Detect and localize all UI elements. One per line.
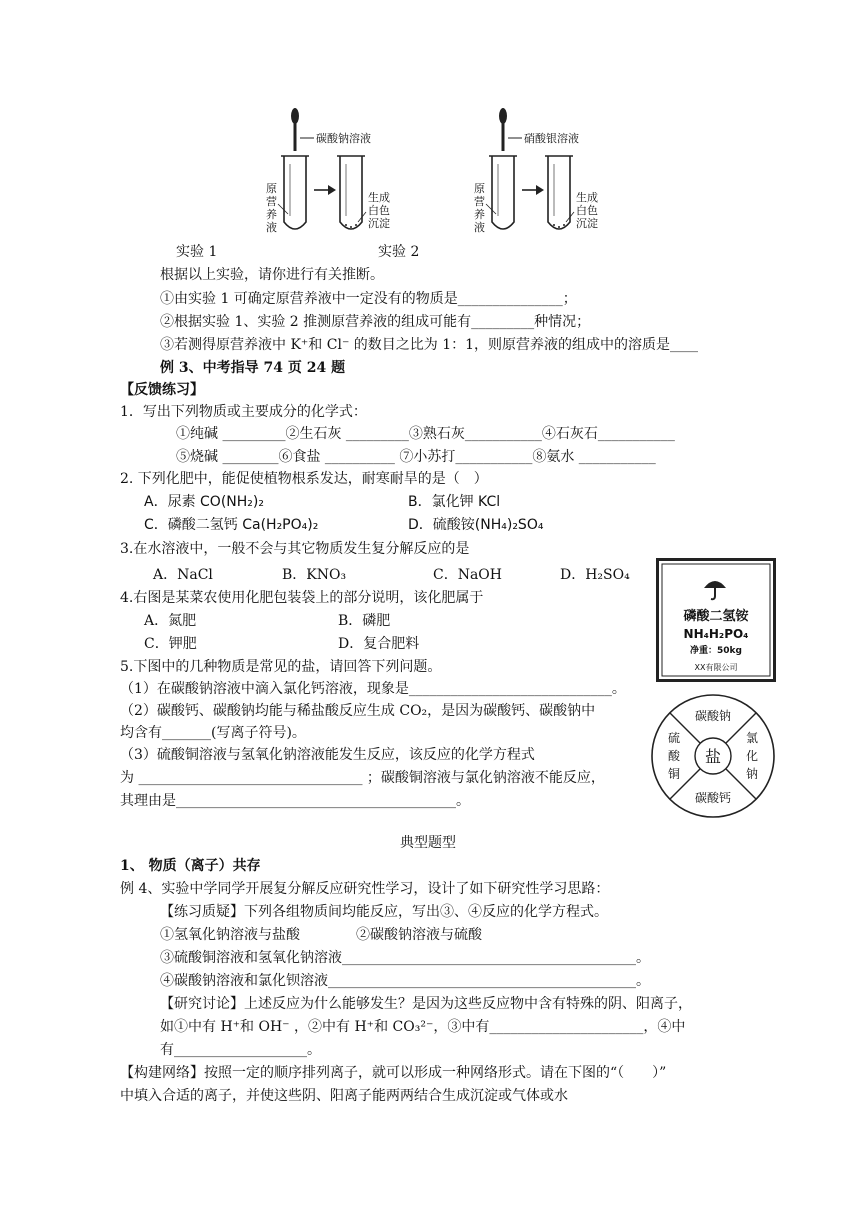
exp2-left-label-3: 养 (474, 208, 485, 221)
exp1-reagent-label: 碳酸钠溶液 (316, 132, 371, 145)
exp1-left-label-1: 原 (266, 182, 277, 195)
bag-weight: 净重：50kg (690, 646, 742, 656)
problem-1: 1．写出下列物质或主要成分的化学式： (120, 404, 367, 420)
wheel-top: 碳酸钠 (694, 709, 732, 723)
intro-line: 根据以上实验，请你进行有关推断。 (160, 267, 384, 283)
wheel-right-2: 化 (745, 749, 759, 763)
problem-2-option-c: C．磷酸二氢钙 Ca(H₂PO₄)₂ (144, 517, 319, 533)
fertilizer-bag-label (656, 558, 776, 682)
exp1-right-label-2: 白色 (368, 204, 390, 217)
network-line-1: 【构建网络】按照一定的顺序排列离子，就可以形成一种网络形式。请在下图的“（ ）” (120, 1065, 667, 1081)
question-3: ③若测得原营养液中 K⁺和 Cl⁻ 的数目之比为 1：1，则原营养液的组成中的溶质是____ (160, 337, 699, 353)
exp2-right-label-3: 沉淀 (576, 217, 598, 230)
problem-5-part-2b: 均含有_______(写离子符号)。 (120, 725, 306, 741)
problem-5-part-3c: 其理由是________________________________________。 (120, 793, 470, 809)
problem-2: 2. 下列化肥中，能促使植物根系发达，耐寒耐旱的是（ ） (120, 471, 488, 487)
exp1-right-label-3: 沉淀 (368, 217, 390, 230)
reaction-4: ④碳酸钠溶液和氯化钡溶液____________________________________________。 (160, 973, 650, 989)
problem-1-row-2: ⑤烧碱 ________⑥食盐 __________ ⑦小苏打___________⑧氨水 ___________ (176, 449, 656, 465)
discussion-line-3: 有___________________。 (160, 1042, 321, 1058)
feedback-heading: 【反馈练习】 (120, 382, 204, 398)
wheel-right-3: 钠 (745, 767, 759, 781)
network-line-2: 中填入合适的离子，并使这些阴、阳离子能两两结合生成沉淀或气体或水 (120, 1088, 568, 1104)
exp2-right-label-2: 白色 (576, 204, 598, 217)
problem-2-option-d: D．硫酸铵(NH₄)₂SO₄ (408, 517, 544, 533)
salt-wheel-diagram (648, 692, 778, 820)
exp1-right-label-1: 生成 (368, 191, 390, 204)
wheel-left-2: 酸 (667, 749, 681, 763)
bag-company: XX有限公司 (694, 663, 738, 672)
question-2: ②根据实验 1、实验 2 推测原营养液的组成可能有_________种情况； (160, 314, 591, 330)
bag-formula: NH₄H₂PO₄ (683, 627, 749, 641)
wheel-bottom: 碳酸钙 (694, 791, 732, 805)
problem-4-option-d: D．复合肥料 (338, 636, 420, 652)
problem-3-option-b: B．KNO₃ (282, 567, 347, 583)
problem-5-part-1: （1）在碳酸钠溶液中滴入氯化钙溶液，现象是_____________________________。 (120, 681, 626, 697)
exp1-left-label-3: 养 (266, 208, 277, 221)
wheel-center: 盐 (704, 747, 722, 766)
experiment-1-apparatus (266, 108, 390, 234)
problem-1-row-1: ①纯碱 _________②生石灰 _________③熟石灰___________④石灰石___________ (176, 426, 675, 442)
wheel-left-3: 铜 (667, 767, 681, 781)
exp2-right-label-1: 生成 (576, 191, 598, 204)
discussion-line-1: 【研究讨论】上述反应为什么能够发生？是因为这些反应物中含有特殊的阴、阳离子， (160, 996, 692, 1012)
exp1-left-label-2: 营 (266, 195, 277, 208)
problem-5-part-3b: 为 ________________________________ ；碳酸铜溶液与氯化钠溶液不能反应， (120, 770, 605, 786)
problem-3-option-c: C．NaOH (433, 567, 502, 583)
exp2-caption: 实验 2 (378, 244, 420, 260)
problem-3: 3.在水溶液中，一般不会与其它物质发生复分解反应的是 (120, 541, 470, 557)
question-1: ①由实验 1 可确定原营养液中一定没有的物质是_______________； (160, 291, 577, 307)
problem-4-option-c: C．钾肥 (144, 636, 197, 652)
bag-name: 磷酸二氢铵 (683, 609, 749, 624)
exp2-reagent-label: 硝酸银溶液 (524, 132, 579, 145)
experiment-figure (266, 104, 620, 244)
problem-5-part-2a: （2）碳酸钙、碳酸钠均能与稀盐酸反应生成 CO₂，是因为碳酸钙、碳酸钠中 (120, 703, 596, 719)
problem-3-option-a: A．NaCl (153, 567, 213, 583)
wheel-left-1: 硫 (667, 731, 681, 745)
problem-5: 5.下图中的几种物质是常见的盐，请回答下列问题。 (120, 659, 442, 675)
practice-line: 【练习质疑】下列各组物质间均能反应，写出③、④反应的化学方程式。 (160, 904, 608, 920)
reactions-1-2: ①氢氧化钠溶液与盐酸 ②碳酸钠溶液与硫酸 (160, 927, 482, 943)
example-4: 例 4、实验中学同学开展复分解反应研究性学习，设计了如下研究性学习思路： (120, 881, 610, 897)
exp2-left-label-2: 营 (474, 195, 485, 208)
experiment-2-apparatus (474, 108, 598, 234)
problem-4-option-a: A．氮肥 (144, 613, 197, 629)
exp1-left-label-4: 液 (266, 221, 277, 234)
exp2-left-label-4: 液 (474, 221, 485, 234)
section-title: 典型题型 (400, 835, 456, 851)
problem-2-option-b: B．氯化钾 KCl (408, 494, 501, 510)
problem-5-part-3a: （3）硫酸铜溶液与氢氧化钠溶液能发生反应，该反应的化学方程式 (120, 747, 535, 763)
problem-4: 4.右图是某菜农使用化肥包装袋上的部分说明，该化肥属于 (120, 590, 484, 606)
example-3: 例 3、中考指导 74 页 24 题 (160, 360, 346, 376)
wheel-right-1: 氯 (745, 731, 759, 745)
exp2-left-label-1: 原 (474, 182, 485, 195)
problem-2-option-a: A．尿素 CO(NH₂)₂ (144, 494, 264, 510)
problem-4-option-b: B．磷肥 (338, 613, 391, 629)
reaction-3: ③硫酸铜溶液和氢氧化钠溶液__________________________________________。 (160, 950, 650, 966)
problem-3-option-d: D．H₂SO₄ (560, 567, 630, 583)
discussion-line-2: 如①中有 H⁺和 OH⁻ ，②中有 H⁺和 CO₃²⁻，③中有______________________，④中 (160, 1019, 686, 1035)
section-1-heading: 1、 物质（离子）共存 (120, 858, 261, 874)
exp1-caption: 实验 1 (176, 244, 218, 260)
